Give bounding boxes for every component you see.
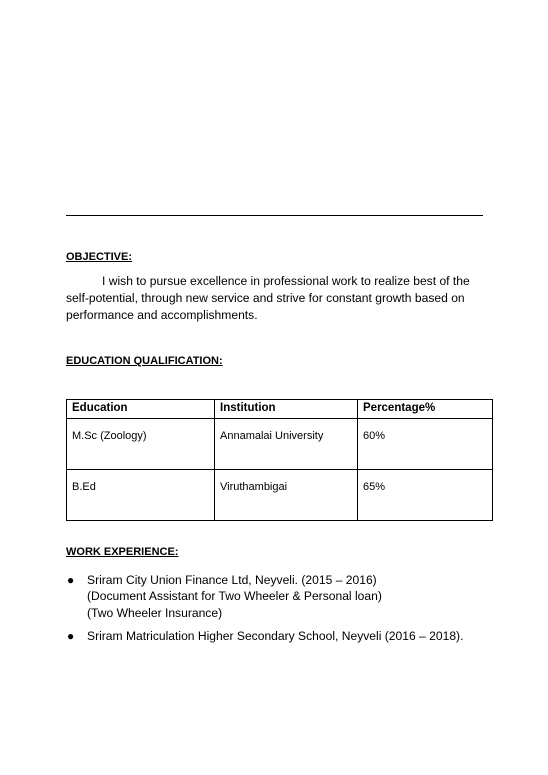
table-cell: Viruthambigai [215,470,358,521]
education-heading: EDUCATION QUALIFICATION: [66,355,223,367]
objective-heading: OBJECTIVE: [66,251,133,263]
objective-text: I wish to pursue excellence in professional work to realize best of the self-potential, through new service and strive for constant growth based on performance and accomplishments. [66,274,470,322]
column-header-percentage: Percentage% [358,400,493,419]
table-cell: 60% [358,419,493,470]
table-cell: 65% [358,470,493,521]
table-cell: Annamalai University [215,419,358,470]
work-experience-heading: WORK EXPERIENCE: [66,546,179,558]
work-experience-list [66,572,506,651]
bullet-icon: ● [67,628,75,643]
horizontal-rule [66,215,483,216]
column-header-education: Education [67,400,215,419]
list-item [66,628,506,644]
education-table [66,399,493,521]
table-row [67,470,493,521]
column-header-institution: Institution [215,400,358,419]
table-header-row [67,400,493,419]
bullet-icon: ● [67,573,75,587]
list-item [66,572,506,621]
table-cell: B.Ed [67,470,215,521]
table-cell: M.Sc (Zoology) [67,419,215,470]
table-row [67,419,493,470]
work-entry-line: Sriram City Union Finance Ltd, Neyveli. (2015 – 2016) [87,573,377,587]
work-entry-line: (Document Assistant for Two Wheeler & Personal loan) [87,589,382,604]
work-entry-line: Sriram Matriculation Higher Secondary School, Neyveli (2016 – 2018). [87,628,464,643]
work-entry-line: (Two Wheeler Insurance) [87,605,223,620]
